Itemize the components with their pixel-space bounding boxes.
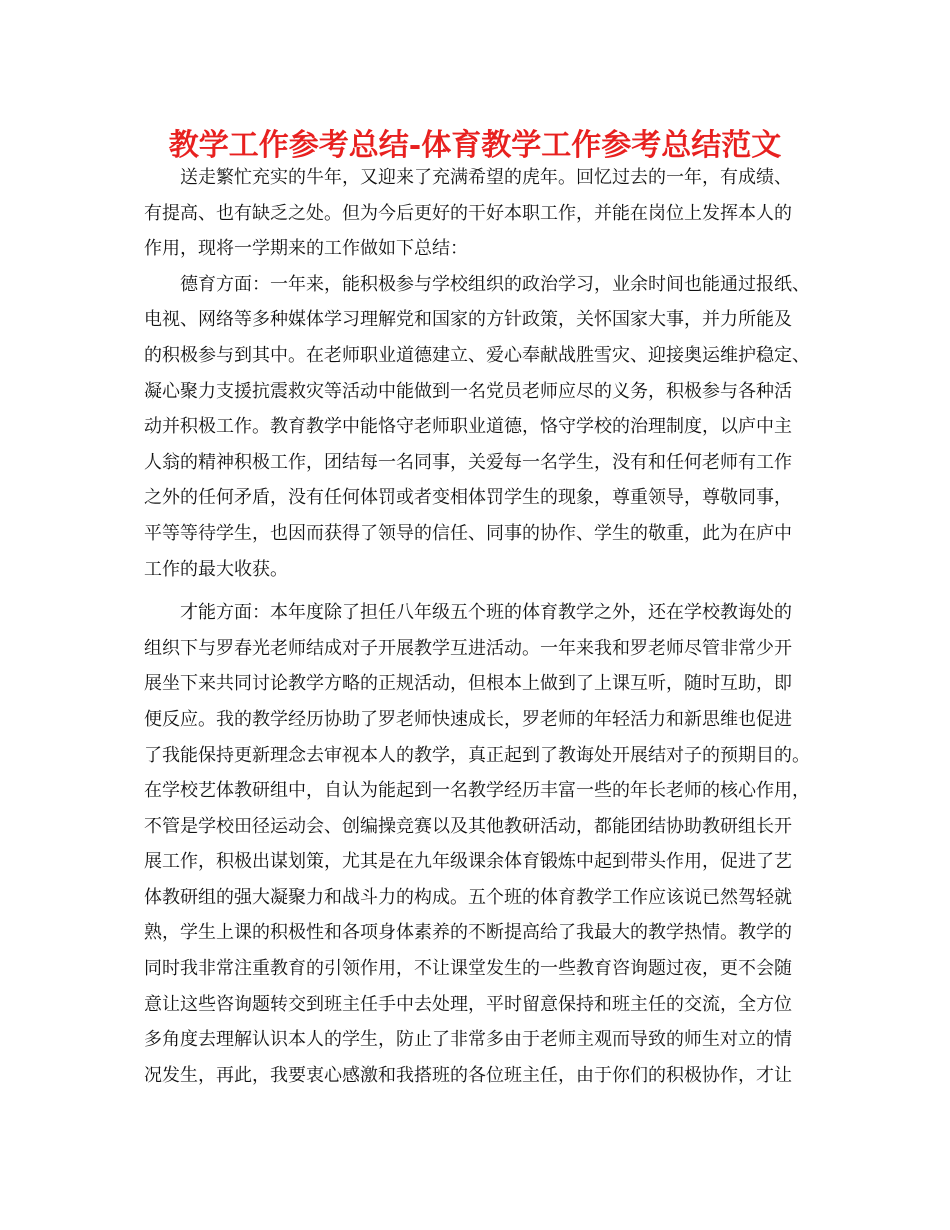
paragraph-ability (144, 595, 820, 1093)
text-line: 平等等待学生，也因而获得了领导的信任、同事的协作、学生的敬重，此为在庐中 (144, 522, 792, 544)
text-line: 展坐下来共同讨论教学方略的正规活动，但根本上做到了上课互听，随时互助，即 (144, 673, 792, 695)
text-line: 作用，现将一学期来的工作做如下总结： (144, 238, 468, 260)
text-line: 有提高、也有缺乏之处。但为今后更好的干好本职工作，并能在岗位上发挥本人的 (144, 202, 792, 224)
text-line: 展工作，积极出谋划策，尤其是在九年级课余体育锻炼中起到带头作用，促进了艺 (144, 851, 792, 873)
text-line: 熟，学生上课的积极性和各项身体素养的不断提高给了我最大的教学热情。教学的 (144, 922, 792, 944)
text-line: 德育方面：一年来，能积极参与学校组织的政治学习，业余时间也能通过报纸、 (180, 273, 810, 295)
text-line: 组织下与罗春光老师结成对子开展教学互进活动。一年来我和罗老师尽管非常少开 (144, 637, 792, 659)
text-line: 同时我非常注重教育的引领作用，不让课堂发生的一些教育咨询题过夜，更不会随 (144, 958, 792, 980)
text-line: 送走繁忙充实的牛年，又迎来了充满希望的虎年。回忆过去的一年，有成绩、 (180, 167, 792, 188)
text-line: 在学校艺体教研组中，自认为能起到一名教学经历丰富一些的年长老师的核心作用， (144, 780, 810, 802)
document-body (144, 160, 820, 1093)
text-line: 便反应。我的教学经历协助了罗老师快速成长，罗老师的年轻活力和新思维也促进 (144, 708, 792, 730)
paragraph-intro (144, 160, 820, 267)
text-line: 动并积极工作。教育教学中能恪守老师职业道德，恪守学校的治理制度，以庐中主 (144, 416, 792, 438)
text-line: 人翁的精神积极工作，团结每一名同事，关爱每一名学生，没有和任何老师有工作 (144, 451, 792, 473)
text-line: 凝心聚力支援抗震救灾等活动中能做到一名党员老师应尽的义务，积极参与各种活 (144, 380, 792, 402)
text-line: 的积极参与到其中。在老师职业道德建立、爱心奉献战胜雪灾、迎接奥运维护稳定、 (144, 344, 810, 366)
paragraph-moral-education (144, 267, 820, 587)
text-line: 工作的最大收获。 (144, 558, 288, 580)
text-line: 体教研组的强大凝聚力和战斗力的构成。五个班的体育教学工作应该说已然驾轻就 (144, 886, 792, 908)
text-line: 才能方面：本年度除了担任八年级五个班的体育教学之外，还在学校教诲处的 (180, 602, 792, 624)
text-line: 不管是学校田径运动会、创编操竞赛以及其他教研活动，都能团结协助教研组长开 (144, 815, 792, 837)
text-line: 意让这些咨询题转交到班主任手中去处理，平时留意保持和班主任的交流，全方位 (144, 993, 792, 1015)
paragraph-spacer (144, 587, 820, 595)
text-line: 之外的任何矛盾，没有任何体罚或者变相体罚学生的现象，尊重领导，尊敬同事， (144, 487, 792, 509)
text-line: 电视、网络等多种媒体学习理解党和国家的方针政策，关怀国家大事，并力所能及 (144, 309, 792, 331)
text-line: 多角度去理解认识本人的学生，防止了非常多由于老师主观而导致的师生对立的情 (144, 1029, 792, 1051)
text-line: 了我能保持更新理念去审视本人的教学，真正起到了教诲处开展结对子的预期目的。 (144, 744, 810, 766)
document-title: 教学工作参考总结-体育教学工作参考总结范文 (168, 128, 782, 163)
text-line: 况发生，再此，我要衷心感激和我搭班的各位班主任，由于你们的积极协作，才让 (144, 1064, 792, 1086)
